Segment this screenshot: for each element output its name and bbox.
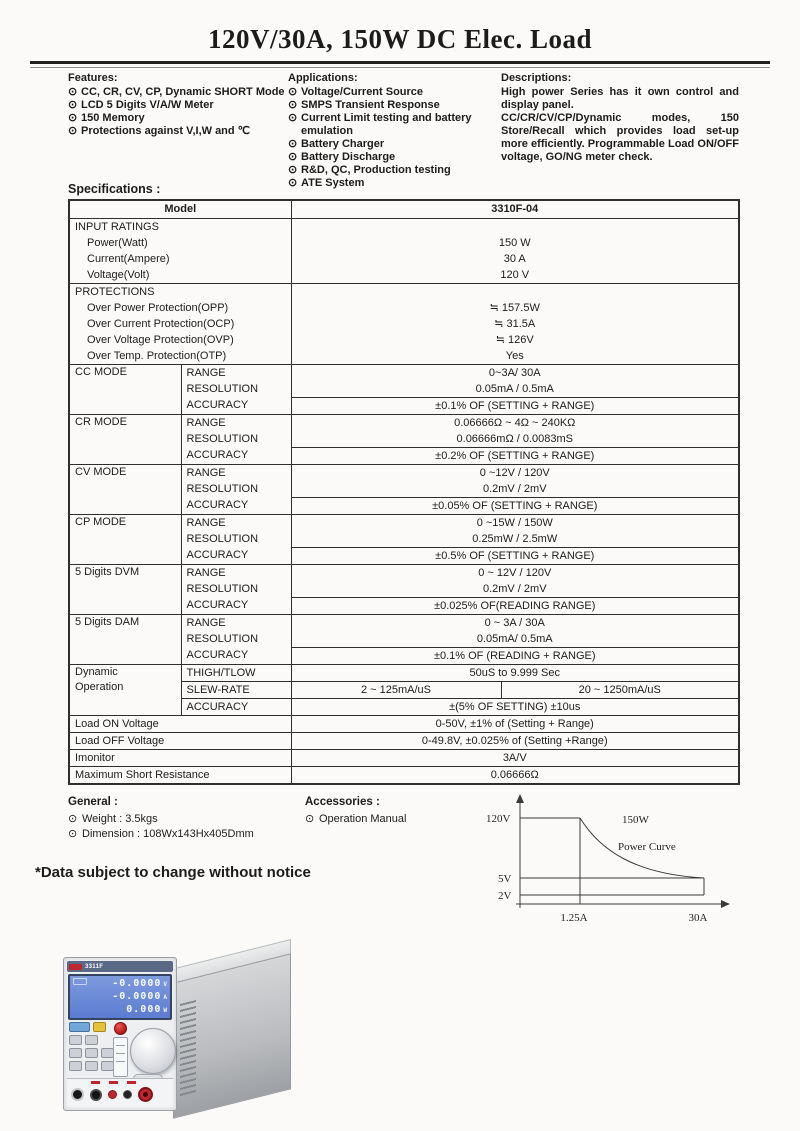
table-row <box>69 332 739 348</box>
spec-value-cell: 0 ~ 12V / 120V <box>291 565 739 582</box>
descriptions-section <box>501 72 739 164</box>
y-tick-label: 120V <box>486 813 511 825</box>
vent-grille <box>180 1000 196 1098</box>
applications-heading: Applications: <box>288 72 358 84</box>
keypad-button <box>85 1048 98 1058</box>
rotary-knob <box>130 1028 176 1074</box>
table-row <box>69 767 739 785</box>
lcd-voltage-row: -0.0000 V <box>112 977 167 989</box>
accessories-section <box>305 795 485 827</box>
list-item: ⊙ SMPS Transient Response <box>288 99 500 112</box>
specifications-heading: Specifications : <box>68 182 161 196</box>
table-row <box>69 565 739 582</box>
device-side-panel <box>173 953 291 1118</box>
spec-label-cell: Load OFF Voltage <box>69 733 291 750</box>
table-row <box>69 733 739 750</box>
table-row <box>69 348 739 365</box>
list-item: ⊙ LCD 5 Digits V/A/W Meter <box>68 99 286 112</box>
spec-value-cell: 0.06666Ω <box>291 767 739 785</box>
spec-value-cell: 20 ~ 1250mA/uS <box>501 682 739 699</box>
section-title-cell: INPUT RATINGS <box>69 219 291 236</box>
accessories-heading: Accessories : <box>305 796 380 808</box>
spec-value-cell: 0.2mV / 2mV <box>291 481 739 498</box>
power-annotation: 150W <box>622 814 649 826</box>
control-area <box>67 1022 173 1076</box>
row-label-cell: ACCURACY <box>181 699 291 716</box>
spec-value-cell: Yes <box>291 348 739 365</box>
spec-value-cell: ≒ 31.5A <box>291 316 739 332</box>
y-tick-label: 2V <box>498 890 512 902</box>
lcd-mode-icon <box>73 978 87 985</box>
features-heading: Features: <box>68 72 118 84</box>
row-label-cell: RESOLUTION <box>181 381 291 398</box>
spec-cell <box>291 219 739 236</box>
row-label-cell: ACCURACY <box>181 548 291 565</box>
spec-label-cell: Over Power Protection(OPP) <box>69 300 291 316</box>
row-label-cell: RANGE <box>181 515 291 532</box>
table-row <box>69 716 739 733</box>
spec-label-cell: Imonitor <box>69 750 291 767</box>
section-title-cell: PROTECTIONS <box>69 284 291 301</box>
binding-post-black-small <box>123 1090 132 1099</box>
mode-name-cell: CC MODE <box>69 365 181 415</box>
brand-strip <box>67 961 173 972</box>
table-row <box>69 365 739 382</box>
table-row <box>69 515 739 532</box>
model-value-cell: 3310F-04 <box>291 200 739 219</box>
keypad-button <box>69 1035 82 1045</box>
mode-name-cell <box>69 665 181 716</box>
spec-value-cell: ±0.1% OF (READING + RANGE) <box>291 648 739 665</box>
brand-badge <box>69 964 82 970</box>
binding-post-red-large <box>138 1087 153 1102</box>
spec-value-cell: ±0.2% OF (SETTING + RANGE) <box>291 448 739 465</box>
spec-value-cell: 0 ~ 3A / 30A <box>291 615 739 632</box>
x-tick-label: 1.25A <box>560 912 588 924</box>
general-section <box>68 795 298 842</box>
row-label-cell: ACCURACY <box>181 398 291 415</box>
mode-name-cell: CR MODE <box>69 415 181 465</box>
table-row <box>69 615 739 632</box>
row-label-cell: ACCURACY <box>181 598 291 615</box>
row-label-cell: RANGE <box>181 565 291 582</box>
spec-value-cell: ±(5% OF SETTING) ±10us <box>291 699 739 716</box>
spec-value-cell: ±0.5% OF (SETTING + RANGE) <box>291 548 739 565</box>
device-front-panel <box>63 957 177 1111</box>
spec-label-cell: Load ON Voltage <box>69 716 291 733</box>
row-label-cell: ACCURACY <box>181 448 291 465</box>
list-item: ⊙ R&D, QC, Production testing <box>288 164 500 177</box>
row-label-cell: ACCURACY <box>181 648 291 665</box>
list-item: ⊙ Current Limit testing and battery emulation <box>288 112 500 138</box>
description-paragraph: High power Series has it own control and display panel. <box>501 86 739 111</box>
list-item: ⊙ 150 Memory <box>68 112 286 125</box>
list-item: ⊙ Dimension : 108Wx143Hx405Dmm <box>68 827 298 842</box>
table-row <box>69 316 739 332</box>
range-selector <box>113 1037 128 1077</box>
spec-label-cell: Current(Ampere) <box>69 251 291 267</box>
data-change-footnote: *Data subject to change without notice <box>35 864 311 881</box>
curve-title: Power Curve <box>618 841 676 853</box>
spec-value-cell: ±0.05% OF (SETTING + RANGE) <box>291 498 739 515</box>
row-label-cell: RANGE <box>181 465 291 482</box>
table-row <box>69 267 739 284</box>
spec-label-cell: Over Temp. Protection(OTP) <box>69 348 291 365</box>
spec-value-cell: 2 ~ 125mA/uS <box>291 682 501 699</box>
spec-value-cell: 0 ~15W / 150W <box>291 515 739 532</box>
keypad-button <box>85 1035 98 1045</box>
applications-section <box>288 72 500 190</box>
mode-name-cell: CP MODE <box>69 515 181 565</box>
row-label-cell: RESOLUTION <box>181 431 291 448</box>
list-item: ⊙ Protections against V,I,W and ℃ <box>68 125 286 138</box>
product-photo <box>55 930 300 1128</box>
accessories-list <box>305 812 485 827</box>
list-item: ⊙ Weight : 3.5kgs <box>68 812 298 827</box>
keypad-button <box>69 1048 82 1058</box>
spec-value-cell: 0.06666mΩ / 0.0083mS <box>291 431 739 448</box>
terminal-labels <box>91 1081 136 1084</box>
row-label-cell: THIGH/TLOW <box>181 665 291 682</box>
table-row <box>69 465 739 482</box>
spec-label-cell: Maximum Short Resistance <box>69 767 291 785</box>
specifications-table <box>68 199 740 785</box>
table-row <box>69 665 739 682</box>
binding-post-red-small <box>108 1090 117 1099</box>
spec-value-cell: ±0.1% OF (SETTING + RANGE) <box>291 398 739 415</box>
spec-label-cell: Voltage(Volt) <box>69 267 291 284</box>
spec-value-cell: ±0.025% OF(READING RANGE) <box>291 598 739 615</box>
preset-button <box>69 1022 90 1032</box>
spec-value-cell: 0.05mA/ 0.5mA <box>291 631 739 648</box>
spec-value-cell: 0-50V, ±1% of (Setting + Range) <box>291 716 739 733</box>
list-item: ⊙ Battery Discharge <box>288 151 500 164</box>
x-axis-arrow-icon <box>721 900 730 908</box>
table-row <box>69 750 739 767</box>
spec-value-cell: 0.25mW / 2.5mW <box>291 531 739 548</box>
power-curve-chart <box>472 788 740 933</box>
spec-value-cell: 0.06666Ω ~ 4Ω ~ 240KΩ <box>291 415 739 432</box>
list-item: ⊙ Voltage/Current Source <box>288 86 500 99</box>
descriptions-heading: Descriptions: <box>501 72 572 84</box>
title-divider <box>30 61 770 68</box>
y-axis-arrow-icon <box>516 794 524 803</box>
list-item: ⊙ Operation Manual <box>305 812 485 827</box>
binding-post-black <box>90 1089 102 1101</box>
mode-name-cell: 5 Digits DVM <box>69 565 181 615</box>
features-list <box>68 86 286 138</box>
spec-value-cell: 0.05mA / 0.5mA <box>291 381 739 398</box>
mode-name-line: Dynamic <box>75 666 118 678</box>
model-label: 3311F <box>85 963 104 970</box>
terminal-strip <box>67 1078 173 1107</box>
spec-cell <box>291 284 739 301</box>
general-heading: General : <box>68 796 118 808</box>
mode-name-cell: 5 Digits DAM <box>69 615 181 665</box>
lcd-power-row: 0.000 W <box>126 1003 167 1015</box>
spec-value-cell: 30 A <box>291 251 739 267</box>
table-row <box>69 415 739 432</box>
spec-value-cell: ≒ 126V <box>291 332 739 348</box>
page-title: 120V/30A, 150W DC Elec. Load <box>207 24 592 54</box>
features-section <box>68 72 286 138</box>
row-label-cell: RANGE <box>181 365 291 382</box>
load-onoff-button <box>114 1022 127 1035</box>
list-item: ⊙ Battery Charger <box>288 138 500 151</box>
spec-value-cell: 0-49.8V, ±0.025% of (Setting +Range) <box>291 733 739 750</box>
list-item: ⊙ ATE System <box>288 177 500 190</box>
row-label-cell: RESOLUTION <box>181 631 291 648</box>
table-row <box>69 219 739 236</box>
row-label-cell: RANGE <box>181 415 291 432</box>
list-item: ⊙ CC, CR, CV, CP, Dynamic SHORT Mode <box>68 86 286 99</box>
table-row <box>69 200 739 219</box>
spec-value-cell: 0~3A/ 30A <box>291 365 739 382</box>
table-row <box>69 235 739 251</box>
spec-value-cell: 120 V <box>291 267 739 284</box>
description-paragraph: CC/CR/CV/CP/Dynamic modes, 150 Store/Recall which provides load set-up more efficiently. Programmable Load ON/OFF voltage, GO/NG meter check. <box>501 112 739 163</box>
spec-label-cell: Over Current Protection(OCP) <box>69 316 291 332</box>
lcd-display <box>68 974 172 1020</box>
keypad-button <box>69 1061 82 1071</box>
general-list <box>68 812 298 842</box>
spec-value-cell: 50uS to 9.999 Sec <box>291 665 739 682</box>
spec-value-cell: ≒ 157.5W <box>291 300 739 316</box>
spec-value-cell: 3A/V <box>291 750 739 767</box>
spec-value-cell: 0 ~12V / 120V <box>291 465 739 482</box>
keypad-button <box>85 1061 98 1071</box>
row-label-cell: SLEW-RATE <box>181 682 291 699</box>
shift-button <box>93 1022 106 1032</box>
spec-value-cell: 150 W <box>291 235 739 251</box>
lcd-current-row: -0.0000 A <box>112 990 167 1002</box>
row-label-cell: RESOLUTION <box>181 581 291 598</box>
applications-list <box>288 86 500 190</box>
row-label-cell: RESOLUTION <box>181 481 291 498</box>
spec-value-cell: 0.2mV / 2mV <box>291 581 739 598</box>
y-tick-label: 5V <box>498 873 512 885</box>
mode-name-line: Operation <box>75 681 124 693</box>
x-tick-label: 30A <box>688 912 708 924</box>
spec-label-cell: Power(Watt) <box>69 235 291 251</box>
row-label-cell: RESOLUTION <box>181 531 291 548</box>
table-row <box>69 284 739 301</box>
mode-name-cell: CV MODE <box>69 465 181 515</box>
row-label-cell: ACCURACY <box>181 498 291 515</box>
table-row <box>69 251 739 267</box>
spec-label-cell: Over Voltage Protection(OVP) <box>69 332 291 348</box>
table-row <box>69 300 739 316</box>
bnc-connector <box>71 1088 84 1101</box>
model-header-cell: Model <box>69 200 291 219</box>
row-label-cell: RANGE <box>181 615 291 632</box>
